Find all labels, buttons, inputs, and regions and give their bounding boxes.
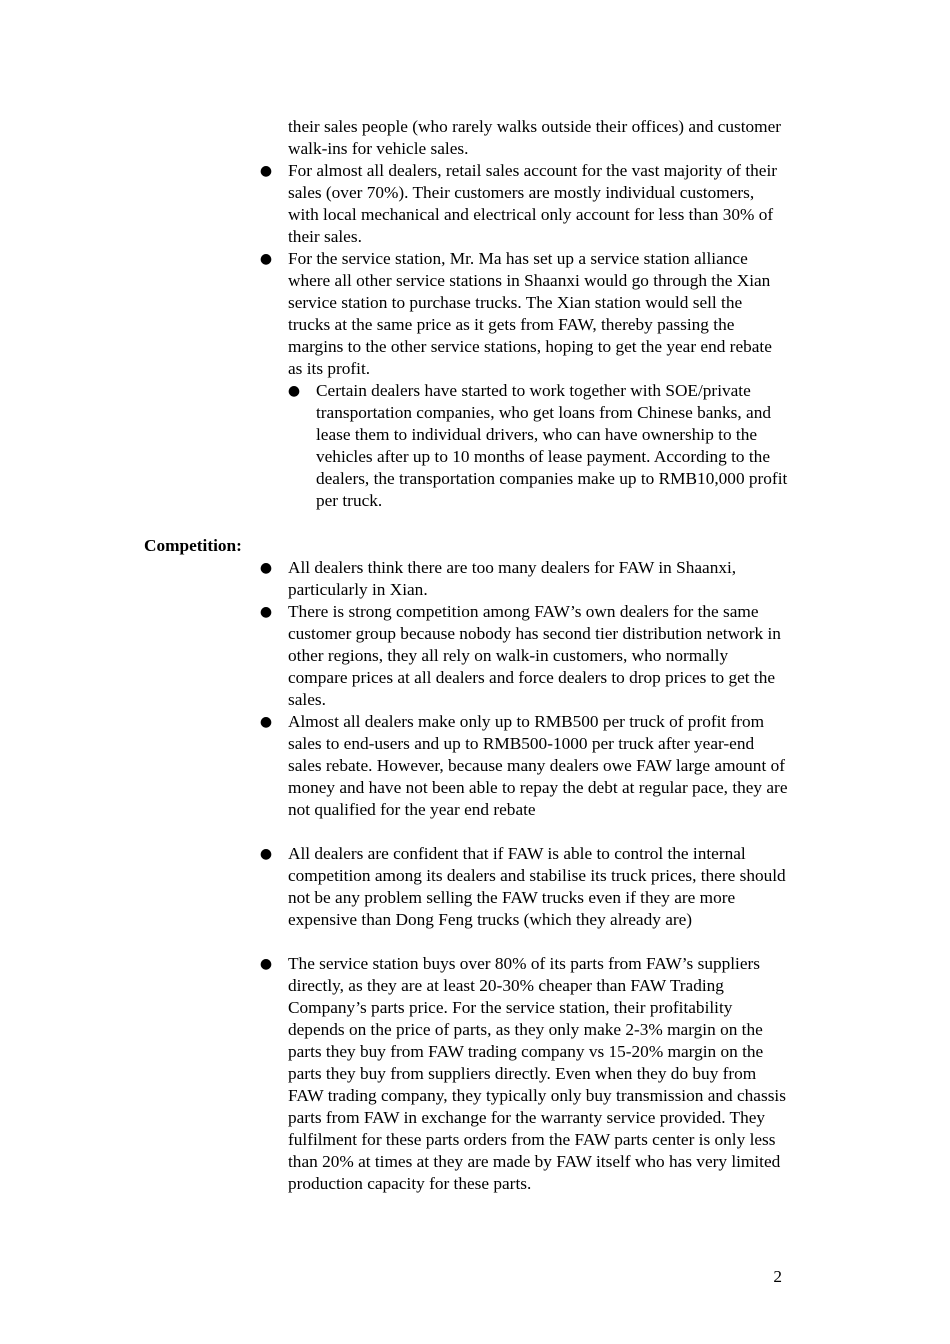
bullet-text: The service station buys over 80% of its parts from FAW’s suppliers directly, as they are at least 20-30% cheaper than FAW Trading Company’s parts price. For the service station, their profitability depends on the price of parts, as they only make 2-3% margin on the parts they buy from FAW trading company vs 15-20% margin on the parts they buy from suppliers directly. Even when they do buy from FAW trading company, they typically only buy transmission and chassis parts from FAW in exchange for the warranty service provided. They fulfilment for these parts orders from the FAW parts center is only less than 20% at times at they are made by FAW itself who has very limited production capacity for these parts. [288, 954, 786, 1193]
competition-bullet-internal-competition [259, 601, 788, 711]
bullet-text: For the service station, Mr. Ma has set up a service station alliance where all other service stations in Shaanxi would go through the Xian service station to purchase trucks. The Xian station would sell the trucks at the same price as it gets from FAW, thereby passing the margins to the other service stations, hoping to get the year end rebate as its profit. [288, 249, 772, 378]
page-number: 2 [773, 1267, 782, 1286]
bullet-text: For almost all dealers, retail sales account for the vast majority of their sales (over 70%). Their customers are mostly individual customers, with local mechanical and electrical only account for less than 30% of their sales. [288, 161, 777, 246]
section-heading-competition: Competition: [144, 536, 242, 555]
competition-bullet-profit [259, 711, 788, 821]
bullet-icon: ● [259, 560, 273, 576]
competition-bullet-parts [259, 953, 788, 1195]
bullet-icon: ● [259, 956, 273, 972]
bullet-icon: ● [259, 714, 273, 730]
bullet-text: Almost all dealers make only up to RMB500 per truck of profit from sales to end-users and up to RMB500-1000 per truck after year-end sales rebate. However, because many dealers owe FAW large amount of money and have not been able to repay the debt at regular pace, they are not qualified for the year end rebate [288, 712, 788, 819]
bullet-icon: ● [287, 383, 301, 399]
bullet-text: All dealers are confident that if FAW is able to control the internal competition among its dealers and stabilise its truck prices, there should not be any problem selling the FAW trucks even if they are more expensive than Dong Feng trucks (which they already are) [288, 844, 786, 929]
bullet-text: There is strong competition among FAW’s own dealers for the same customer group because nobody has second tier distribution network in other regions, they all rely on walk-in customers, who normally compare prices at all dealers and force dealers to drop prices to get the sales. [288, 602, 781, 709]
competition-bullet-too-many-dealers [259, 557, 788, 601]
sales-bullet-service-station [259, 248, 788, 380]
sub-bullet-leasing [287, 380, 788, 512]
bullet-icon: ● [259, 604, 273, 620]
bullet-icon: ● [259, 163, 273, 179]
continuation-paragraph: their sales people (who rarely walks outside their offices) and customer walk-ins for vehicle sales. [288, 117, 781, 158]
bullet-icon: ● [259, 846, 273, 862]
competition-bullet-confidence [259, 843, 788, 931]
bullet-icon: ● [259, 251, 273, 267]
bullet-text: Certain dealers have started to work together with SOE/private transportation companies, who get loans from Chinese banks, and lease them to individual drivers, who can have ownership to the vehicles after up to 10 months of lease payment. According to the dealers, the transportation companies make up to RMB10,000 profit per truck. [316, 381, 788, 510]
sales-bullet-retail [259, 160, 788, 248]
bullet-text: All dealers think there are too many dealers for FAW in Shaanxi, particularly in Xian. [288, 558, 737, 599]
